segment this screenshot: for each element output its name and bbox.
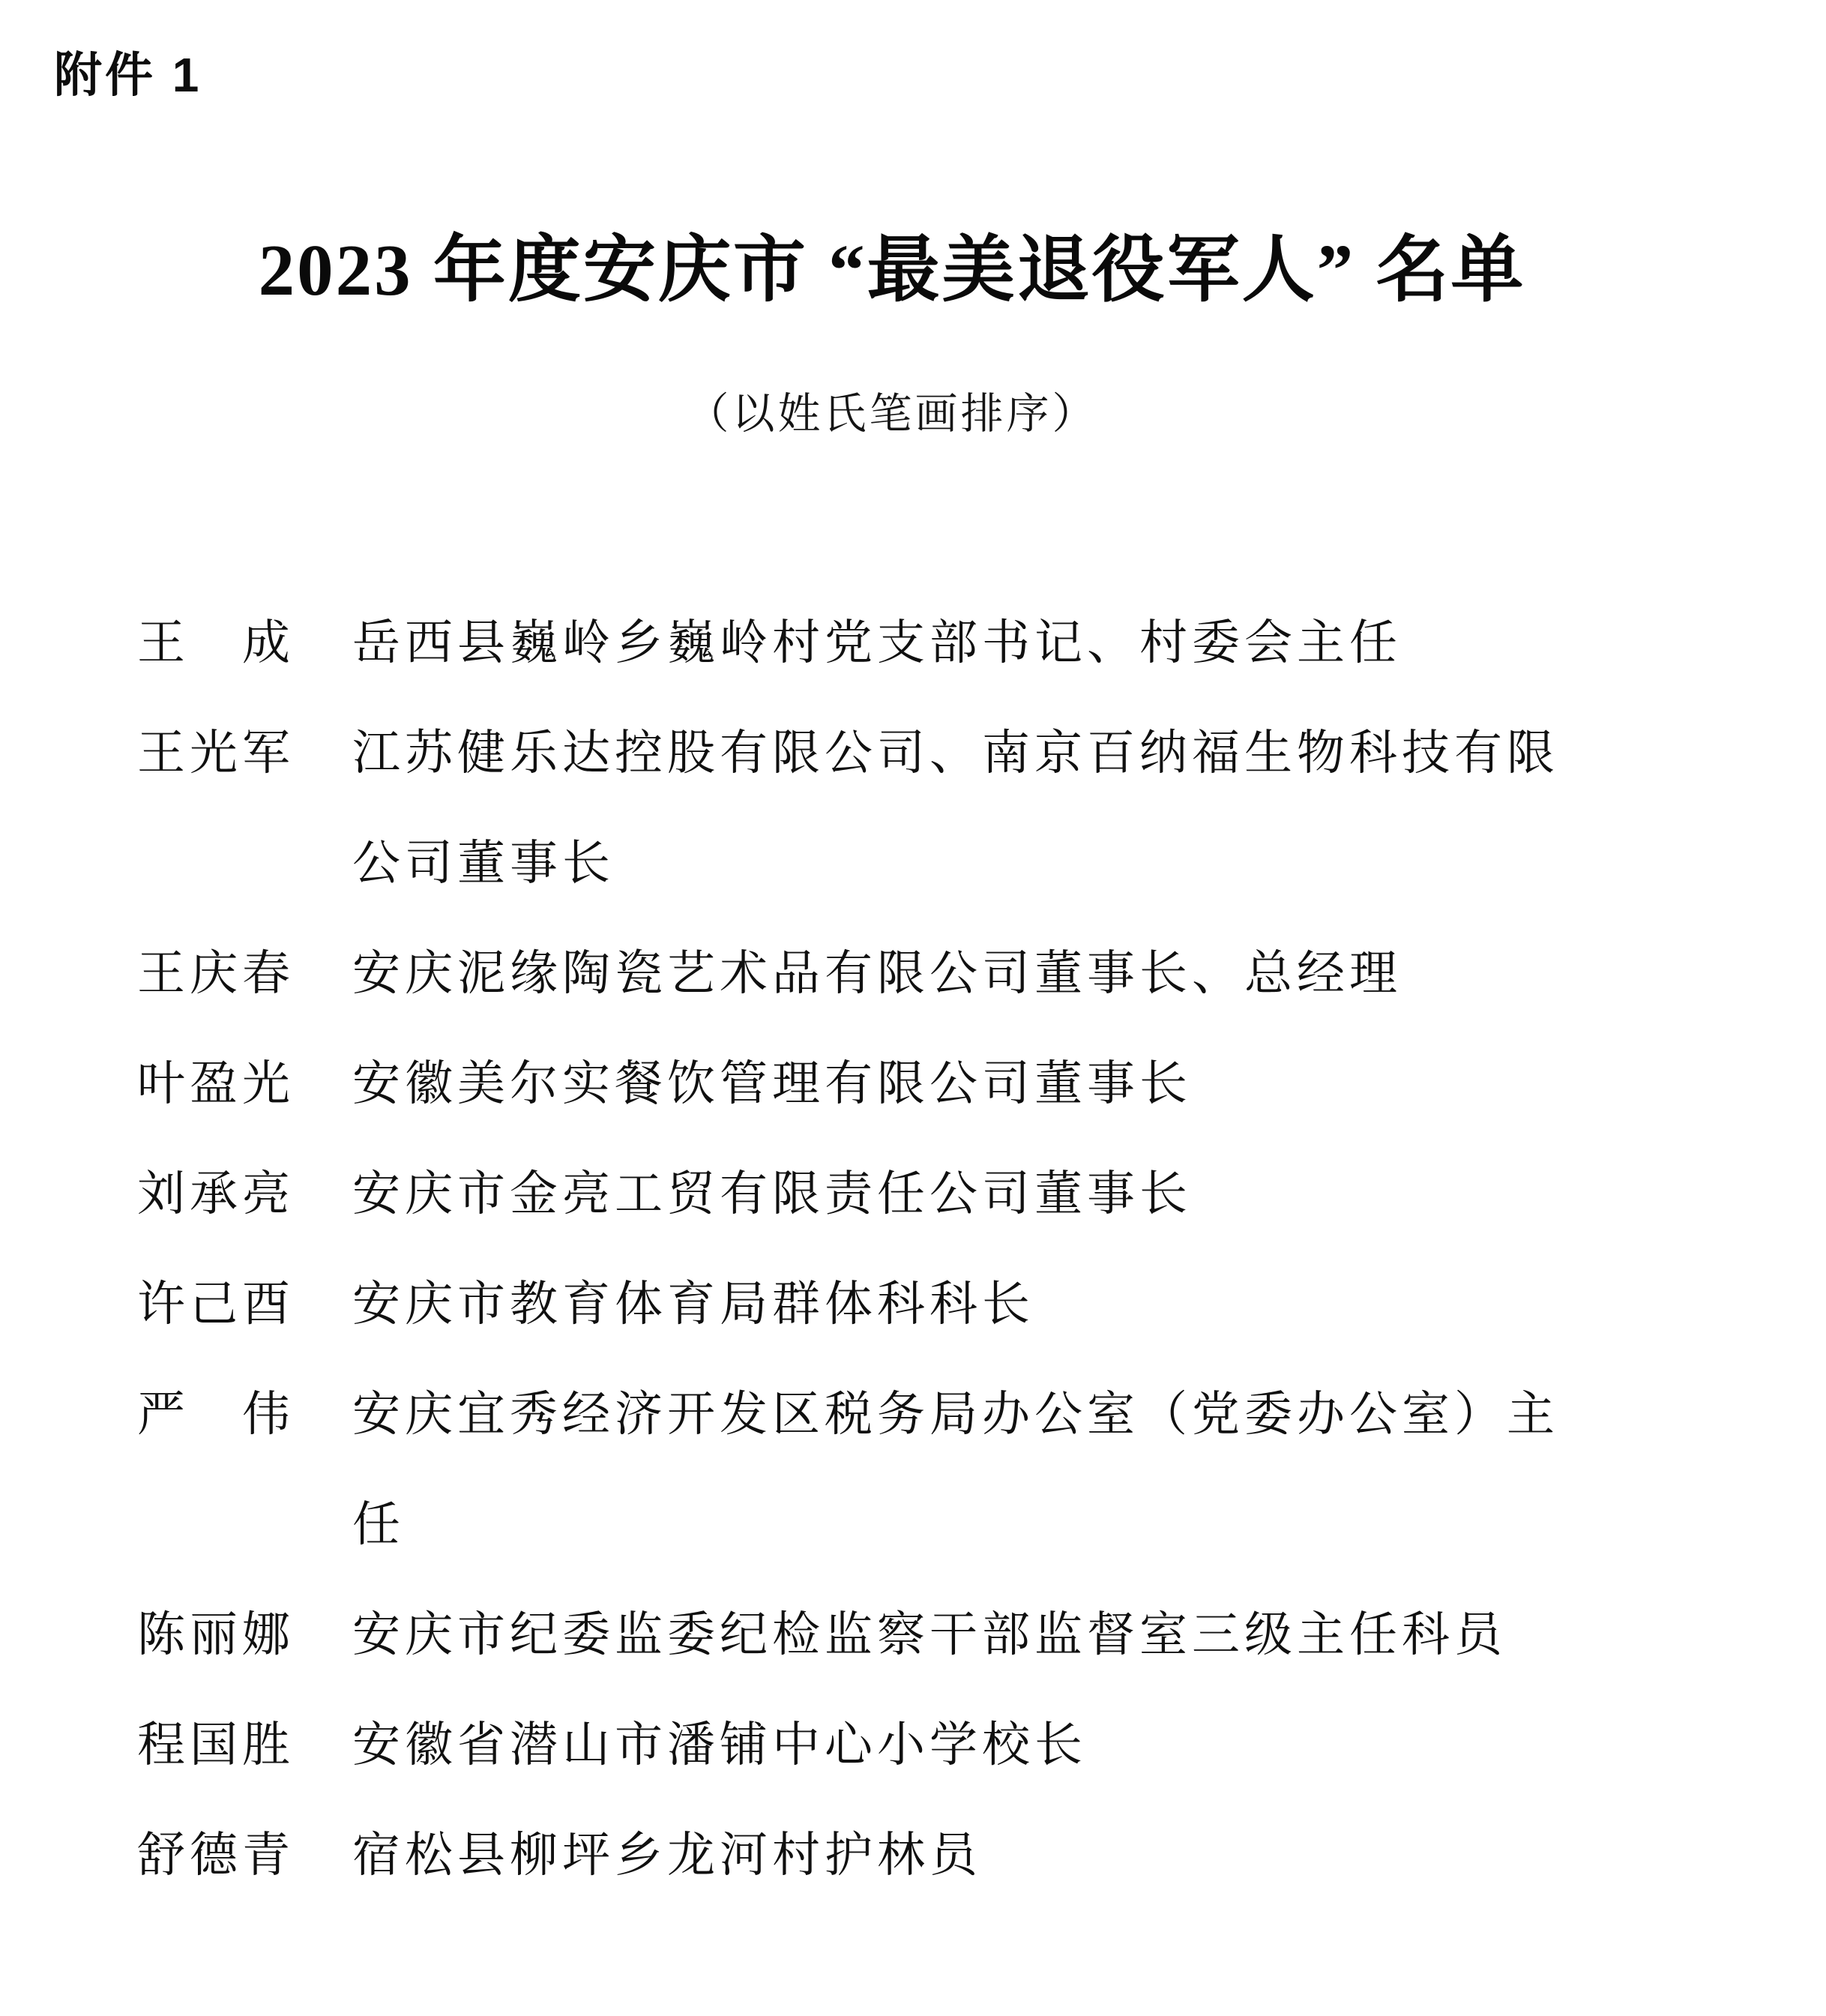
roster-row: [137, 1359, 1589, 1580]
veteran-position: 安庆宜秀经济开发区税务局办公室（党委办公室）主任: [352, 1388, 1559, 1551]
veteran-position: 岳西县巍岭乡巍岭村党支部书记、村委会主任: [352, 616, 1402, 670]
veteran-name: 王庆春: [137, 947, 295, 1000]
veteran-position: 安庆市纪委监委纪检监察干部监督室三级主任科员: [352, 1608, 1507, 1661]
veteran-name: 程国胜: [137, 1718, 295, 1772]
veteran-name: 陈丽娜: [137, 1608, 295, 1661]
roster-row: [137, 1580, 1589, 1690]
veteran-position: 安庆市金亮工贸有限责任公司董事长: [352, 1167, 1192, 1221]
roster-row: [137, 588, 1589, 698]
veteran-name: 王 成: [137, 616, 295, 670]
veteran-name: 严 伟: [137, 1388, 295, 1441]
roster-row: [137, 1139, 1589, 1249]
veteran-name: 刘承亮: [137, 1167, 295, 1221]
veteran-position: 安庆市教育体育局群体科科长: [352, 1278, 1034, 1331]
roster-row: [137, 1029, 1589, 1139]
roster-row: [137, 1249, 1589, 1359]
veteran-name: 舒德青: [137, 1829, 295, 1882]
veteran-position: 江苏健乐达控股有限公司、南京百纳福生物科技有限公司董事长: [352, 726, 1559, 890]
document-subtitle: （以姓氏笔画排序）: [686, 391, 1098, 438]
roster-row: [137, 1690, 1589, 1800]
roster-row: [137, 698, 1589, 918]
veterans-roster-list: [137, 588, 1589, 1910]
veteran-position: 宿松县柳坪乡龙河村护林员: [352, 1829, 982, 1882]
roster-row: [137, 1800, 1589, 1910]
attachment-label: 附件 1: [54, 48, 202, 102]
veteran-position: 安徽美尔实餐饮管理有限公司董事长: [352, 1057, 1192, 1110]
veteran-name: 许己酉: [137, 1278, 295, 1331]
veteran-name: 叶盈光: [137, 1057, 295, 1110]
document-title: 2023 年度安庆市 “最美退役军人” 名单: [258, 230, 1526, 310]
veteran-position: 安庆泥缘陶瓷艺术品有限公司董事长、总经理: [352, 947, 1402, 1000]
veteran-position: 安徽省潜山市潘铺中心小学校长: [352, 1718, 1087, 1772]
veteran-name: 王光军: [137, 726, 295, 780]
roster-row: [137, 918, 1589, 1029]
